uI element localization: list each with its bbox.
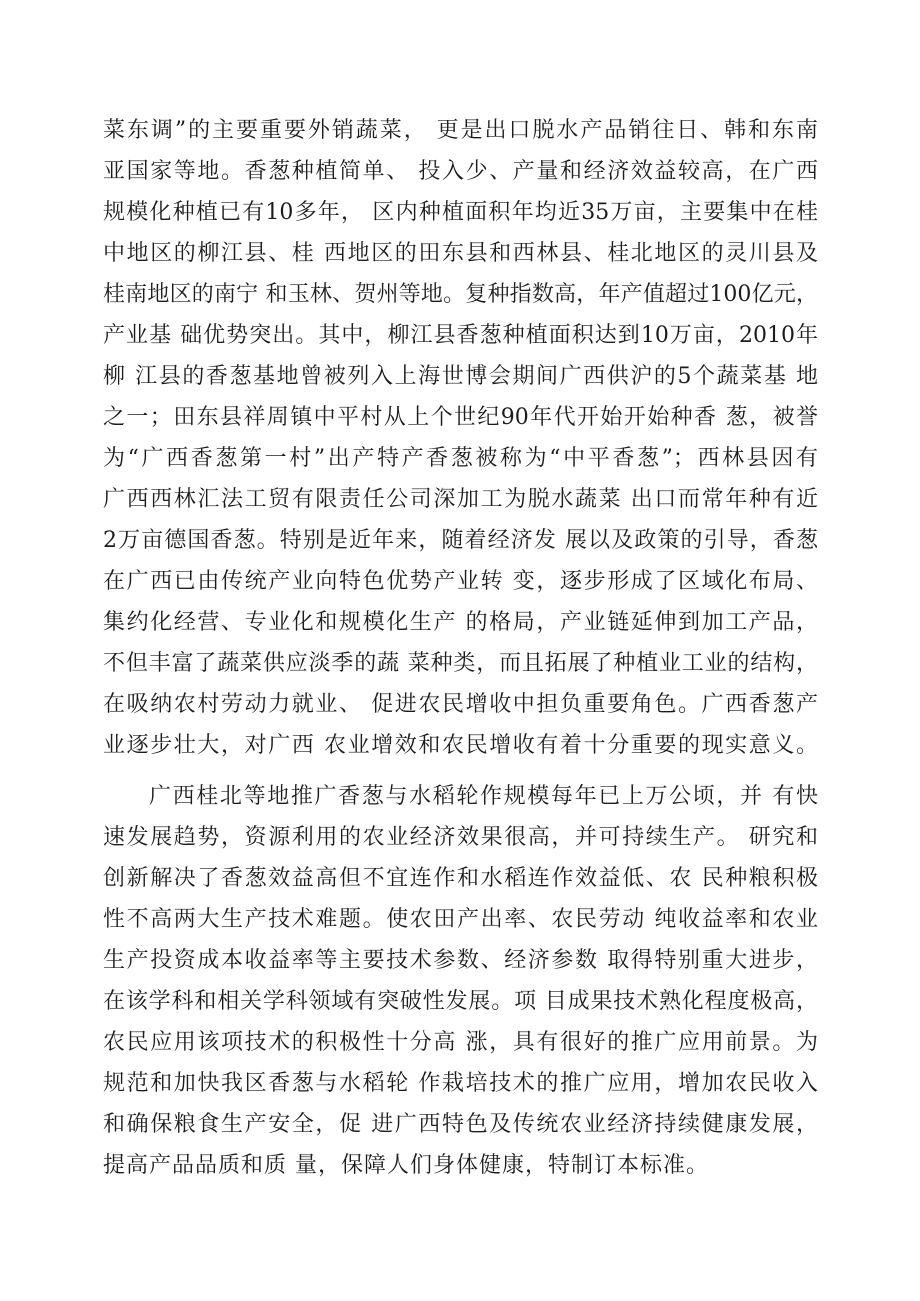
paragraph xyxy=(103,776,818,1186)
text-line: 之一；田东县祥周镇中平村从上个世纪90年代开始开始种香 葱，被誉 xyxy=(103,405,818,430)
text-line: 柳 江县的香葱基地曾被列入上海世博会期间广西供沪的5个蔬菜基 地 xyxy=(103,364,818,389)
text-line: 不但丰富了蔬菜供应淡季的蔬 菜种类，而且拓展了种植业工业的结构， xyxy=(103,651,818,676)
text-line: 农民应用该项技术的积极性十分高 涨，具有很好的推广应用前景。为 xyxy=(103,1030,818,1055)
text-line: 广西西林汇法工贸有限责任公司深加工为脱水蔬菜 出口而常年种有近 xyxy=(103,487,818,512)
text-line: 在该学科和相关学科领域有突破性发展。项 目成果技术熟化程度极高， xyxy=(103,989,818,1014)
text-line: 为“广西香葱第一村”出产特产香葱被称为“中平香葱”；西林县因有 xyxy=(103,446,818,471)
text-line: 中地区的柳江县、桂 西地区的田东县和西林县、桂北地区的灵川县及 xyxy=(103,241,818,266)
text-line: 在广西已由传统产业向特色优势产业转 变，逐步形成了区域化布局、 xyxy=(103,569,818,594)
paragraph xyxy=(103,110,818,766)
text-line: 提高产品品质和质 量，保障人们身体健康，特制订本标准。 xyxy=(103,1153,709,1178)
text-line: 性不高两大生产技术难题。使农田产出率、农民劳动 纯收益率和农业 xyxy=(103,907,818,932)
text-line: 2万亩德国香葱。特别是近年来，随着经济发 展以及政策的引导，香葱 xyxy=(103,528,818,553)
text-line: 桂南地区的南宁 和玉林、贺州等地。复种指数高，年产值超过100亿元， xyxy=(103,282,818,307)
text-line: 亚国家等地。香葱种植简单、 投入少、产量和经济效益较高，在广西 xyxy=(103,159,818,184)
text-line: 规模化种植已有10多年， 区内种植面积年均近35万亩，主要集中在桂 xyxy=(103,200,818,225)
text-line: 业逐步壮大，对广西 农业增效和农民增收有着十分重要的现实意义。 xyxy=(103,733,818,758)
document-page xyxy=(103,110,818,1186)
text-line: 产业基 础优势突出。其中，柳江县香葱种植面积达到10万亩，2010年 xyxy=(103,323,818,348)
text-line: 和确保粮食生产安全，促 进广西特色及传统农业经济持续健康发展， xyxy=(103,1112,818,1137)
text-line: 在吸纳农村劳动力就业、 促进农民增收中担负重要角色。广西香葱产 xyxy=(103,692,818,717)
text-line: 速发展趋势，资源利用的农业经济效果很高，并可持续生产。 研究和 xyxy=(103,825,818,850)
text-line: 生产投资成本收益率等主要技术参数、经济参数 取得特别重大进步， xyxy=(103,948,818,973)
text-line: 广西桂北等地推广香葱与水稻轮作规模每年已上万公顷，并 有快 xyxy=(149,784,818,809)
text-line: 菜东调”的主要重要外销蔬菜， 更是出口脱水产品销往日、韩和东南 xyxy=(103,118,818,143)
text-line: 创新解决了香葱效益高但不宜连作和水稻连作效益低、农 民种粮积极 xyxy=(103,866,818,891)
text-line: 集约化经营、专业化和规模化生产 的格局，产业链延伸到加工产品， xyxy=(103,610,818,635)
text-line: 规范和加快我区香葱与水稻轮 作栽培技术的推广应用，增加农民收入 xyxy=(103,1071,818,1096)
